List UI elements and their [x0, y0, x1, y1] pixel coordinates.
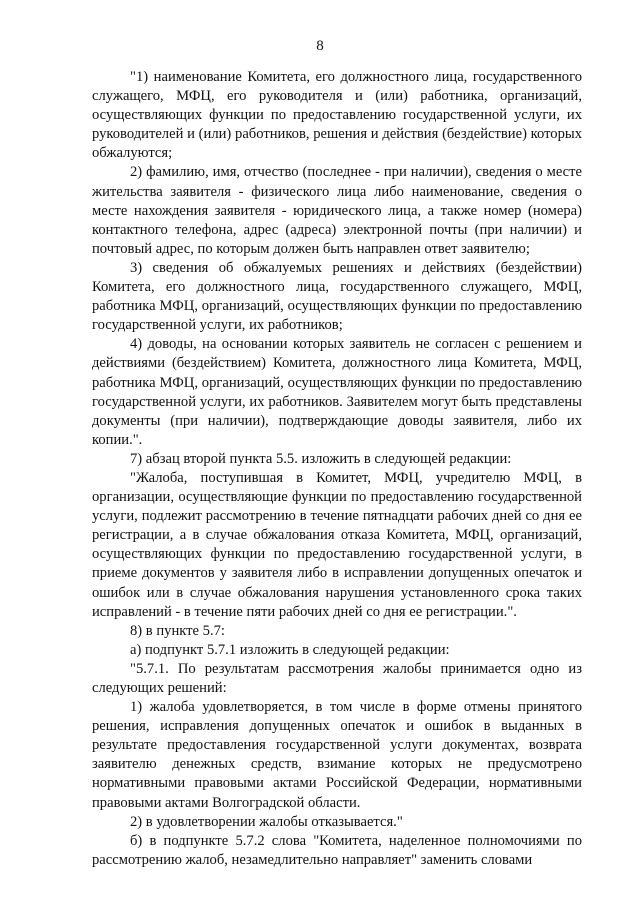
paragraph-decision-refused: 2) в удовлетворении жалобы отказывается."	[130, 813, 403, 830]
paragraph-5-7-1-intro: "5.7.1. По результатам рассмотрения жалобы принимается одно из следующих решений:	[92, 660, 582, 696]
page-number: 8	[316, 38, 324, 54]
paragraph-item-4-arguments: 4) доводы, на основании которых заявитель не согласен с решением и действиями (бездействием) Комитета, должностного лица Комитета, МФЦ, работника МФЦ, организаций, осуществляющих функции по предоставлению государственной услуги, их работников. Заявителем могут быть представлены документы (при наличии), подтверждающие доводы заявителя, либо их копии.".	[92, 336, 582, 448]
paragraph-item-3-appealed-decisions: 3) сведения об обжалуемых решениях и действиях (бездействии) Комитета, его должностного лица, государственного служащего, МФЦ, работника МФЦ, организаций, осуществляющих функции по предоставлению государственной услуги, их работников;	[92, 259, 582, 334]
paragraph-item-1-name-of-authority: "1) наименование Комитета, его должностного лица, государственного служащего, МФЦ, его руководителя и (или) работника, организаций, осуществляющих функции по предоставлению государственной услуги, их руководителей и (или) работников, решения и действия (бездействие) которых обжалуются;	[92, 69, 582, 162]
paragraph-amendment-8: 8) в пункте 5.7:	[130, 622, 225, 639]
document-body	[92, 68, 582, 870]
paragraph-complaint-review-term: "Жалоба, поступившая в Комитет, МФЦ, учредителю МФЦ, в организации, осуществляющие функции по предоставлению государственной услуги, подлежит рассмотрению в течение пятнадцати рабочих дней со дня ее регистрации, а в случае обжалования отказа Комитета, МФЦ, организаций, осуществляющих функции по предоставлению государственной услуги, в приеме документов у заявителя либо в исправлении допущенных опечаток и ошибок или в случае обжалования нарушения установленного срока таких исправлений - в течение пяти рабочих дней со дня ее регистрации.".	[92, 469, 582, 620]
paragraph-subitem-a: а) подпункт 5.7.1 изложить в следующей редакции:	[130, 641, 450, 658]
paragraph-item-2-applicant-details: 2) фамилию, имя, отчество (последнее - при наличии), сведения о месте жительства заявителя - физического лица либо наименование, сведения о месте нахождения заявителя - юридического лица, а также номер (номера) контактного телефона, адрес (адреса) электронной почты (при наличии) и почтовый адрес, по которым должен быть направлен ответ заявителю;	[92, 164, 582, 257]
paragraph-decision-satisfied: 1) жалоба удовлетворяется, в том числе в форме отмены принятого решения, исправления допущенных опечаток и ошибок в выданных в результате предоставления государственной услуги документах, возврата заявителю денежных средств, взимание которых не предусмотрено нормативными правовыми актами Российской Федерации, нормативными правовыми актами Волгоградской области.	[92, 699, 582, 811]
paragraph-subitem-b: б) в подпункте 5.7.2 слова "Комитета, наделенное полномочиями по рассмотрению жалоб, незамедлительно направляет" заменить словами	[92, 832, 582, 868]
paragraph-amendment-7: 7) абзац второй пункта 5.5. изложить в следующей редакции:	[130, 450, 512, 467]
